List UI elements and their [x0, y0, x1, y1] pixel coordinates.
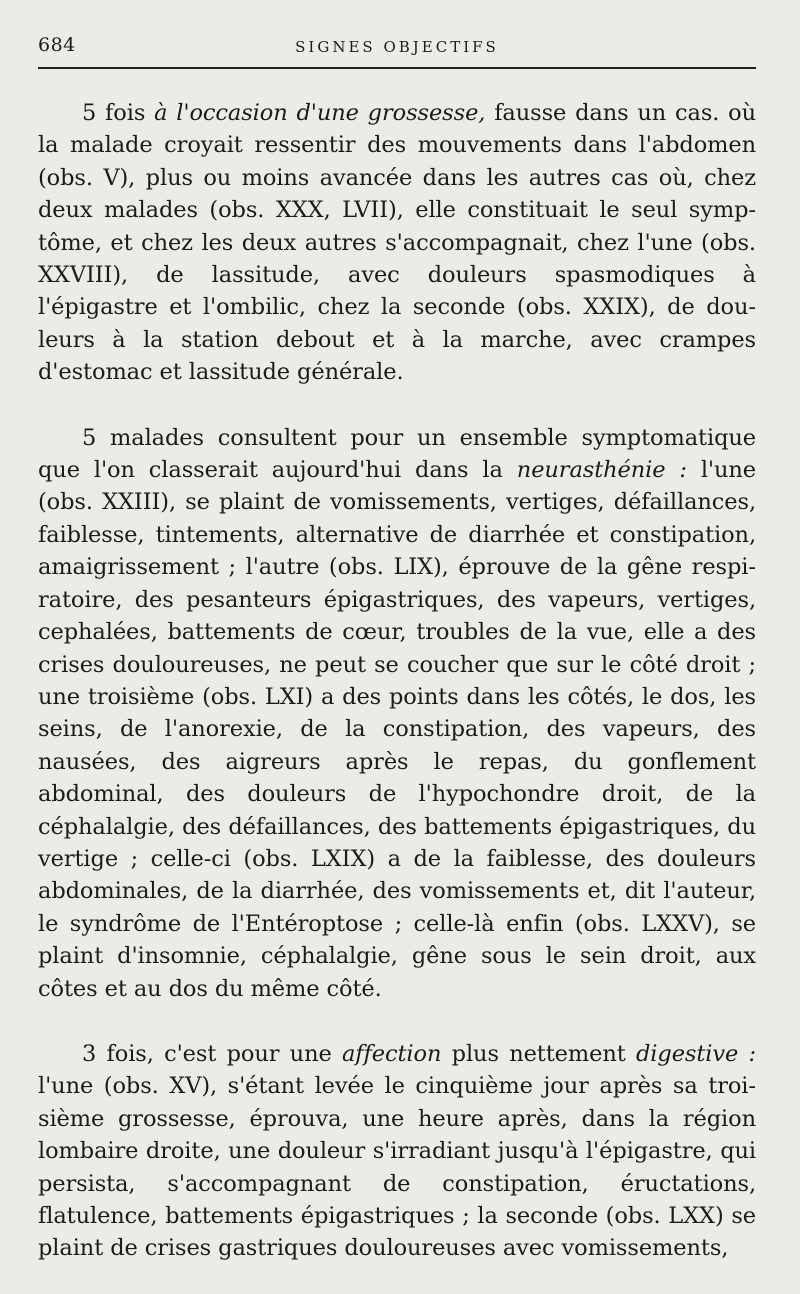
italic-segment: digestive :: [636, 1040, 757, 1067]
italic-segment: à l'occasion d'une grossesse,: [154, 100, 486, 126]
text-segment: fausse dans un cas. où la malade croyait ressentir des mouvements dans l'abdomen (obs. V), plus ou moins avancée dans les autres cas où, chez deux malades (obs. XXX, LVII), elle constituait le seul symptôme, et chez les deux autres s'accompagnait, chez l'une (obs. XXVIII), de lassitude, avec douleurs spasmodiques à l'épigastre et l'ombilic, chez la seconde (obs. XXIX), de douleurs à la station debout et à la marche, avec crampes d'estomac et lassitude générale.: [38, 100, 756, 386]
paragraph-3: [38, 1038, 756, 1265]
text-segment: 3 fois, c'est pour une: [82, 1040, 342, 1067]
paragraph-1: [38, 97, 756, 389]
running-title: SIGNES OBJECTIFS: [295, 38, 499, 56]
page-number: 684: [38, 34, 76, 56]
text-segment: l'une (obs. XV), s'étant levée le cinquième jour après sa troisième grossesse, éprouva, une heure après, dans la région lombaire droite, une douleur s'irradiant jusqu'à l'épigastre, qui persista, s'accompagnant de constipation, éructations, flatulence, battements épigastriques ; la seconde (obs. LXX) se plaint de crises gastriques douloureuses avec vomissements,: [38, 1073, 756, 1262]
italic-segment: affection: [341, 1040, 442, 1067]
header-rule: [38, 67, 756, 69]
page-header: [38, 34, 756, 66]
paragraph-2: [38, 422, 756, 1005]
body-text: [38, 97, 756, 1265]
text-segment: l'une (obs. XXIII), se plaint de vomissements, vertiges, défaillances, faiblesse, tintements, alternative de diarrhée et constipation, amaigrissement ; l'autre (obs. LIX), éprouve de la gêne respiratoire, des pesanteurs épigastriques, des vapeurs, vertiges, cephalées, battements de cœur, troubles de la vue, elle a des crises douloureuses, ne peut se coucher que sur le côté droit ; une troisième (obs. LXI) a des points dans les côtés, le dos, les seins, de l'anorexie, de la constipation, des vapeurs, des nausées, des aigreurs après le repas, du gonflement abdominal, des douleurs de l'hypochondre droit, de la céphalalgie, des défaillances, des battements épigastriques, du vertige ; celle-ci (obs. LXIX) a de la faiblesse, des douleurs abdominales, de la diarrhée, des vomissements et, dit l'auteur, le syndrôme de l'Entéroptose ; celle-là enfin (obs. LXXV), se plaint d'insomnie, céphalalgie, gêne sous le sein droit, aux côtes et au dos du même côté.: [38, 457, 757, 1002]
text-segment: 5 fois: [82, 100, 155, 126]
italic-segment: neurasthénie :: [516, 457, 687, 484]
text-segment: 5 malades consultent pour un ensemble symptomatique que l'on classerait aujourd'hui dans la: [38, 424, 756, 484]
text-segment: plus nettement: [441, 1040, 636, 1067]
